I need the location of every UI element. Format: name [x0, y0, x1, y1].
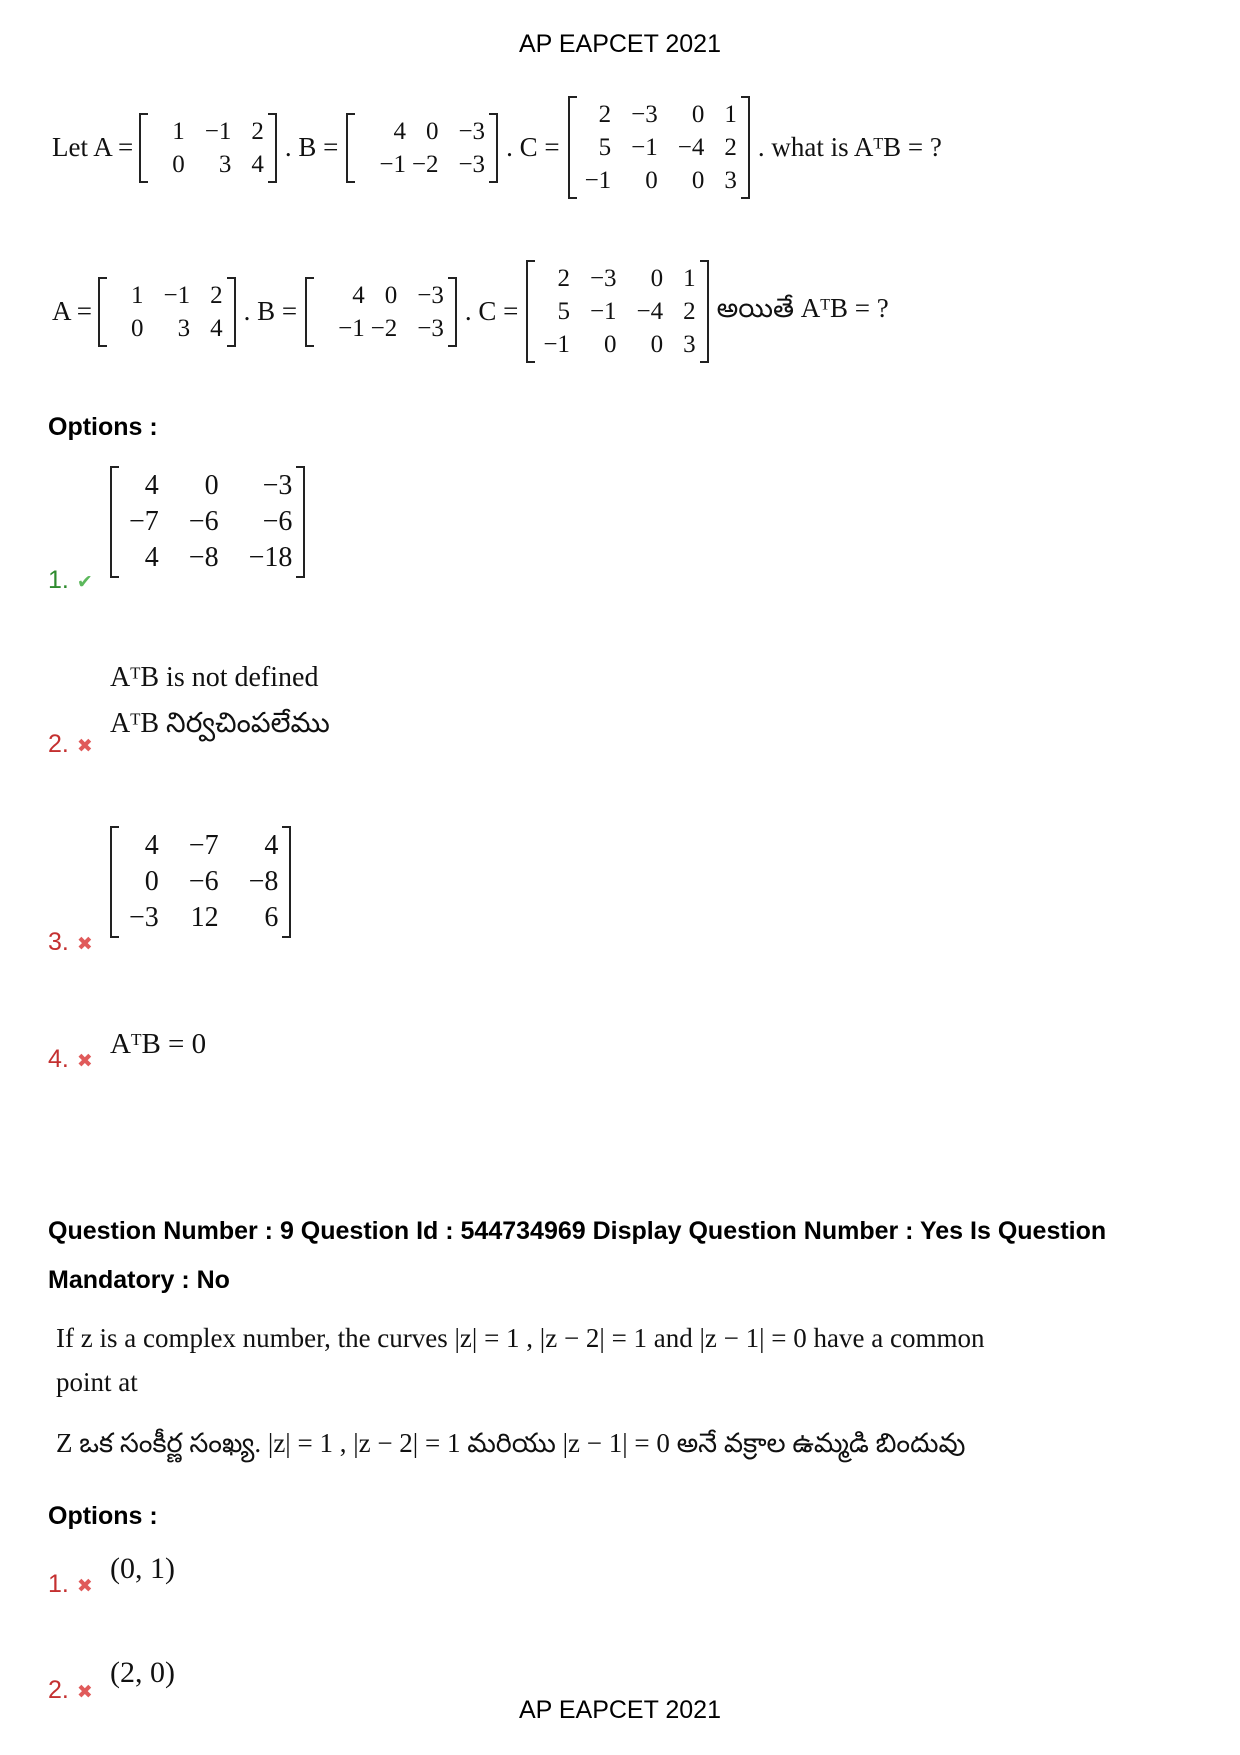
q8-te-c-label: . C =	[464, 296, 519, 326]
q9-meta-line1: Question Number : 9 Question Id : 544734969 Display Question Number : Yes Is Question	[48, 1217, 1107, 1245]
page-header: AP EAPCET 2021	[519, 30, 721, 58]
q8-option-3-number: 3. ✖	[48, 928, 93, 956]
q9-en-line1: If z is a complex number, the curves |z| = 1 , |z − 2| = 1 and |z − 1| = 0 have a common	[56, 1323, 985, 1353]
check-icon: ✔	[76, 572, 93, 593]
q8-option-2-number: 2. ✖	[48, 730, 93, 758]
q9-option-2-text[interactable]: (2, 0)	[110, 1656, 175, 1689]
q8-option-1-number: 1. ✔	[48, 566, 93, 594]
q8-english-statement	[52, 96, 950, 199]
q9-meta	[48, 1207, 1106, 1305]
q8-en-c-label: . C =	[506, 132, 560, 162]
q8-telugu-statement	[52, 260, 897, 363]
cross-icon: ✖	[76, 1576, 93, 1597]
q8-option-2-text-en[interactable]: AᵀB is not defined	[110, 662, 319, 693]
q9-option-1-text[interactable]: (0, 1)	[110, 1552, 175, 1585]
q9-option-1-number: 1. ✖	[48, 1570, 93, 1598]
q9-option-2-number: 2. ✖	[48, 1676, 93, 1704]
q8-te-b-label: . B =	[243, 296, 298, 326]
q9-meta-line2: Mandatory : No	[48, 1266, 230, 1294]
cross-icon: ✖	[76, 1051, 93, 1072]
cross-icon: ✖	[76, 736, 93, 757]
q8-option-4-text[interactable]: AᵀB = 0	[110, 1028, 207, 1060]
q9-english-statement	[56, 1316, 984, 1404]
matrix-a: 1 −1 2 0 3 4	[139, 113, 277, 183]
q8-en-lead: Let A =	[52, 132, 134, 162]
q8-option-4-number: 4. ✖	[48, 1045, 93, 1073]
q8-en-tail: . what is AᵀB = ?	[757, 132, 942, 162]
matrix-b: 4 0 −3 −1 −2 −3	[346, 113, 498, 183]
q8-te-lead: A =	[52, 296, 92, 326]
q9-en-line2: point at	[56, 1367, 138, 1397]
matrix-b-te: 4 0 −3 −1 −2 −3	[305, 277, 457, 347]
q8-en-b-label: . B =	[284, 132, 339, 162]
q9-telugu-statement: Z ఒక సంకీర్ణ సంఖ్య. |z| = 1 , |z − 2| = 1 మరియు |z − 1| = 0 అనే వక్రాల ఉమ్మడి బిందువు	[56, 1428, 966, 1458]
page-footer: AP EAPCET 2021	[519, 1696, 721, 1724]
q8-option-1-matrix[interactable]: 4 0 −3 −7 −6 −6 4 −8 −18	[110, 466, 305, 578]
q9-options-label: Options :	[48, 1502, 158, 1530]
cross-icon: ✖	[76, 1682, 93, 1703]
matrix-a-te: 1 −1 2 0 3 4	[98, 277, 236, 347]
q8-option-2-text-te[interactable]: AᵀB నిర్వచింపలేము	[110, 708, 330, 739]
q8-options-label: Options :	[48, 413, 158, 441]
q8-te-tail: అయితే AᵀB = ?	[716, 292, 889, 323]
matrix-c: 2 −3 0 1 5 −1 −4 2 −1 0 0 3	[568, 96, 750, 199]
cross-icon: ✖	[76, 934, 93, 955]
q8-option-3-matrix[interactable]: 4 −7 4 0 −6 −8 −3 12 6	[110, 826, 291, 938]
matrix-c-te: 2 −3 0 1 5 −1 −4 2 −1 0 0 3	[526, 260, 708, 363]
